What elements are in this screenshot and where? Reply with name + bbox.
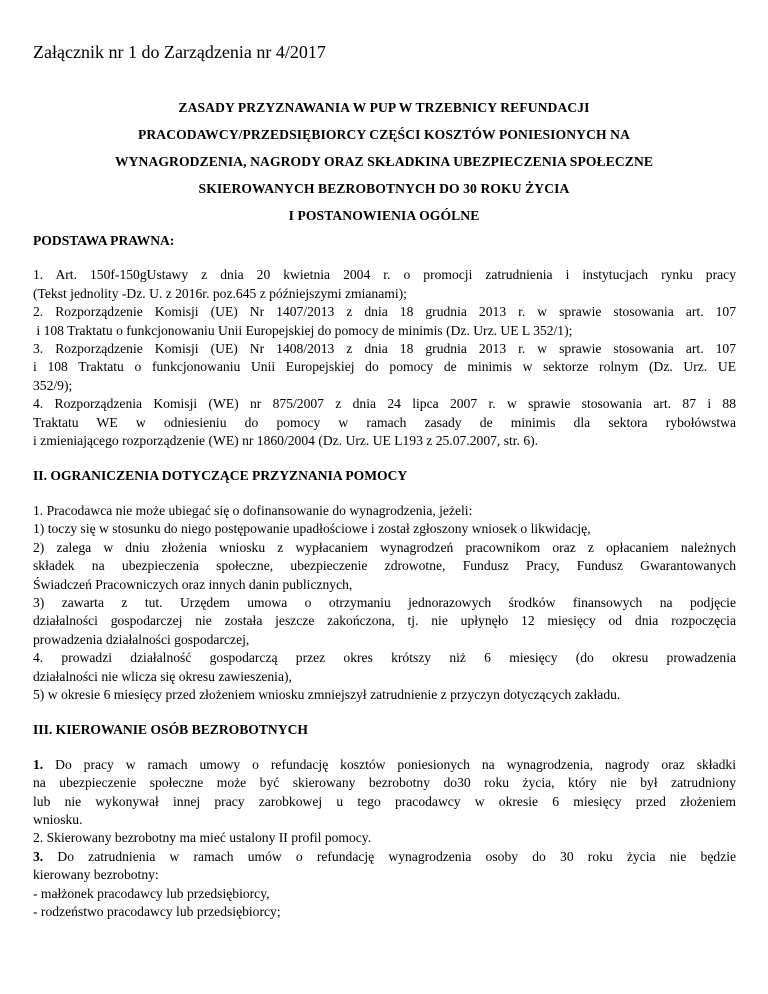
paragraph-line: 4. Rozporządzenia Komisji (WE) nr 875/2007 z dnia 24 lipca 2007 r. w sprawie stosowania art. 87 i 88 [33, 396, 736, 412]
paragraph-line: 2. Skierowany bezrobotny ma mieć ustalony II profil pomocy. [33, 830, 372, 846]
title-line: SKIEROWANYCH BEZROBOTNYCH DO 30 ROKU ŻYCIA [198, 181, 570, 196]
paragraph-line: - małżonek pracodawcy lub przedsiębiorcy, [33, 885, 270, 901]
paragraph-line: 2) zalega w dniu złożenia wniosku z wypłacaniem wynagrodzeń pracownikom oraz z opłacaniem należnych [33, 539, 736, 555]
title-line: PRACODAWCY/PRZEDSIĘBIORCY CZĘŚCI KOSZTÓW PONIESIONYCH NA [137, 127, 631, 142]
annex-header: Załącznik nr 1 do Zarządzenia nr 4/2017 [33, 42, 326, 62]
item-number: 1. [33, 756, 44, 772]
paragraph-line: na ubezpieczenie społeczne może być skierowany bezrobotny do30 roku życia, który nie był zatrudniony [33, 775, 736, 791]
restrictions-list [33, 502, 736, 704]
paragraph-line [33, 848, 736, 866]
paragraph-line: 4. prowadzi działalność gospodarczą przez okres krótszy niż 6 miesięcy (do okresu prowadzenia [33, 650, 736, 666]
paragraph-line: składek na ubezpieczenia społeczne, ubezpieczenie zdrowotne, Fundusz Pracy, Fundusz Gwarantowanych [33, 558, 736, 574]
paragraph-line: i 108 Traktatu o funkcjonowaniu Unii Europejskiej do pomocy de minimis w sektorze rolnym (Dz. Urz. UE [33, 359, 736, 375]
section-heading-legal-basis: PODSTAWA PRAWNA: [33, 233, 175, 248]
paragraph-line: wniosku. [33, 811, 83, 827]
item-text: Do pracy w ramach umowy o refundację kosztów poniesionych na wynagrodzenia, nagrody oraz składki [43, 756, 736, 772]
paragraph-line: prowadzenia działalności gospodarczej, [33, 631, 250, 647]
title-line: ZASADY PRZYZNAWANIA W PUP W TRZEBNICY REFUNDACJI [178, 100, 590, 115]
document-title [20, 94, 748, 229]
item-text: Do zatrudnienia w ramach umów o refundację wynagrodzenia osoby do 30 roku życia nie będzie [43, 848, 736, 864]
paragraph-line: - rodzeństwo pracodawcy lub przedsiębiorcy; [33, 904, 281, 919]
referral-list [33, 756, 736, 922]
paragraph-line: działalności nie wlicza się okresu zawieszenia), [33, 668, 292, 684]
paragraph-line: 2. Rozporządzenie Komisji (UE) Nr 1407/2013 z dnia 18 grudnia 2013 r. w sprawie stosowania art. 107 [33, 304, 736, 320]
paragraph-line: 1. Pracodawca nie może ubiegać się o dofinansowanie do wynagrodzenia, jeżeli: [33, 502, 473, 518]
document-body [33, 232, 736, 921]
paragraph-line: 3. Rozporządzenie Komisji (UE) Nr 1408/2013 z dnia 18 grudnia 2013 r. w sprawie stosowania art. 107 [33, 341, 736, 357]
legal-basis-list [33, 266, 736, 450]
title-line: WYNAGRODZENIA, NAGRODY ORAZ SKŁADKINA UBEZPIECZENIA SPOŁECZNE [114, 154, 654, 169]
paragraph-line: (Tekst jednolity -Dz. U. z 2016r. poz.645 z późniejszymi zmianami); [33, 285, 407, 301]
paragraph-line: 1. Art. 150f-150gUstawy z dnia 20 kwietnia 2004 r. o promocji zatrudnienia i instytucjach rynku pracy [33, 267, 736, 283]
paragraph-line: 5) w okresie 6 miesięcy przed złożeniem wniosku zmniejszył zatrudnienie z przyczyn dotyczących zakładu. [33, 686, 621, 702]
paragraph-line: 352/9); [33, 377, 73, 393]
paragraph-line: 1) toczy się w stosunku do niego postępowanie upadłościowe i został zgłoszony wniosek o likwidację, [33, 521, 591, 537]
title-line: I POSTANOWIENIA OGÓLNE [288, 208, 480, 223]
paragraph-line: lub nie wykonywał innej pracy zarobkowej u tego pracodawcy w okresie 6 miesięcy przed złożeniem [33, 793, 736, 809]
paragraph-line: Świadczeń Pracowniczych oraz innych danin publicznych, [33, 576, 353, 592]
paragraph-line [33, 756, 736, 774]
paragraph-line: i 108 Traktatu o funkcjonowaniu Unii Europejskiej do pomocy de minimis (Dz. Urz. UE L 352/1); [33, 322, 573, 338]
paragraph-line: działalności gospodarczej nie została jeszcze zakończona, tj. nie upłynęło 12 miesięcy od dnia rozpoczęcia [33, 613, 736, 629]
paragraph-line: Traktatu WE w odniesieniu do pomocy w ramach zasady de minimis dla sektora rybołówstwa [33, 414, 736, 430]
item-number: 3. [33, 848, 44, 864]
paragraph-line: i zmieniającego rozporządzenie (WE) nr 1860/2004 (Dz. Urz. UE L193 z 25.07.2007, str. 6). [33, 433, 539, 449]
paragraph-line: 3) zawarta z tut. Urzędem umowa o otrzymaniu jednorazowych środków finansowych na podjęcie [33, 594, 736, 610]
section-heading-restrictions: II. OGRANICZENIA DOTYCZĄCE PRZYZNANIA POMOCY [33, 468, 408, 484]
section-heading-referral: III. KIEROWANIE OSÓB BEZROBOTNYCH [33, 722, 308, 738]
paragraph-line: kierowany bezrobotny: [33, 867, 159, 883]
